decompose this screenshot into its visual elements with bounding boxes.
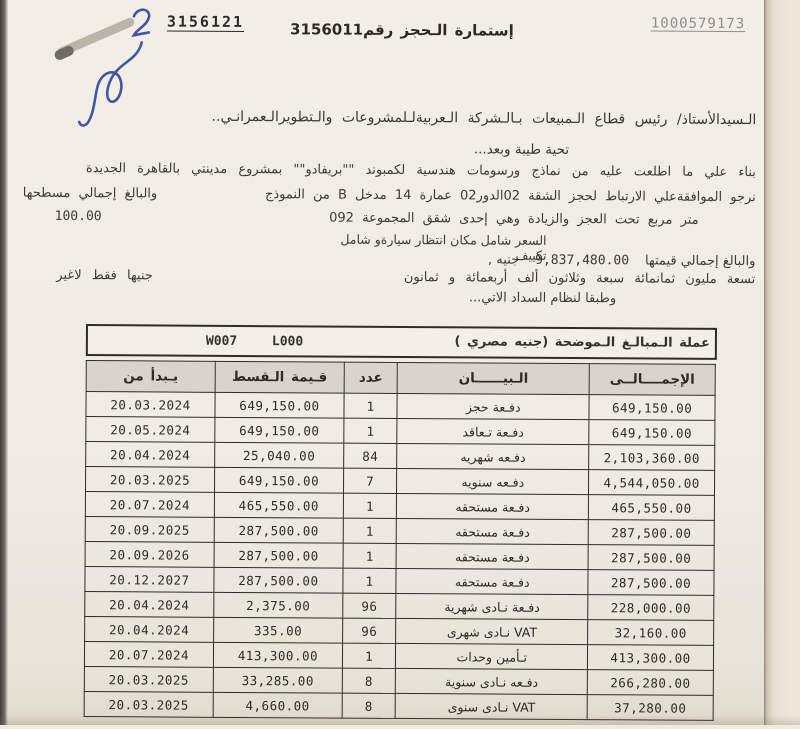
cell-installment: 649,150.00 (215, 392, 344, 418)
cell-description: دفـعة مستحقه (396, 543, 588, 569)
area-value: 100.00 (54, 208, 102, 225)
cell-description: دفـعه شهريه (397, 443, 589, 469)
cell-description: VAT نـادى شهرى (396, 618, 588, 644)
cell-installment: 25,040.00 (215, 442, 344, 468)
body-line-3 (55, 209, 699, 228)
payment-schedule-table (84, 360, 716, 721)
cell-start-date: 20.03.2024 (86, 392, 215, 418)
cell-start-date: 20.03.2025 (85, 467, 214, 493)
cell-installment: 649,150.00 (214, 467, 343, 493)
cell-description: دفـعة تـعاقد (397, 418, 589, 444)
table-row (85, 592, 714, 621)
pen-digit-2 (134, 10, 149, 36)
cell-installment: 335.00 (214, 617, 343, 643)
body-line-1: بناء علي ما اطلعت عليه من نماذج ورسومات هندسية لكمبوند ""بريفادو"" بمشروع مدينتي بالقاهرة الجديدة (85, 161, 757, 181)
table-row (85, 542, 714, 571)
cell-start-date: 20.04.2024 (86, 442, 215, 468)
header-installment: قـيمة الـقسط (215, 361, 344, 393)
cell-total: 4,544,050.00 (589, 470, 715, 496)
amount-words-suffix: جنيها فقط لاغير (56, 267, 153, 284)
cell-total: 228,000.00 (588, 595, 714, 621)
cell-total: 287,500.00 (588, 520, 714, 546)
cell-description: دفـعة مستحقه (397, 493, 589, 519)
table-row (85, 492, 714, 521)
table-row (85, 517, 714, 546)
body-line-3-right: متر مربع تحت العجز والزيادة وهي إحدى شقق المجموعة 092 (329, 210, 699, 228)
table-header-row (86, 361, 715, 396)
cell-total: 465,550.00 (589, 495, 715, 521)
cell-count: 1 (343, 543, 397, 568)
cell-description: دفـعه نـادى سنوية (396, 668, 588, 694)
scan-bottom-shadow (0, 715, 800, 725)
scan-reference-number: 1000579173 (650, 15, 746, 33)
cell-total: 2,103,360.00 (589, 445, 715, 471)
pencil-tip (60, 51, 69, 55)
cell-start-date: 20.04.2024 (85, 617, 214, 643)
cell-start-date: 20.03.2025 (84, 692, 213, 718)
table-row (85, 467, 714, 496)
table-row (86, 392, 715, 421)
cell-count: 1 (344, 393, 398, 418)
cell-start-date: 20.03.2025 (84, 667, 213, 693)
table-row (84, 642, 713, 671)
cell-count: 1 (342, 643, 396, 668)
cell-description: دفـعة نـادى شهرية (396, 593, 588, 619)
salutation-line: الـسيدالأستاذ/ رئيس قطاع الـمبيعات بـالـشركة الـعربيةلـلمشروعات والـتطويرالـعمرانـي.. (211, 108, 757, 129)
cell-start-date: 20.07.2024 (84, 642, 213, 668)
code-w007: W007 (205, 333, 238, 349)
cell-installment: 287,500.00 (214, 517, 343, 543)
table-row (85, 567, 714, 596)
header-total: الإجمــــالــى (589, 364, 715, 396)
amount-in-words-line (56, 268, 755, 287)
currency-note: عملة الـمبالـغ الـموضحة (جنيه مصري ) (454, 334, 710, 351)
cell-count: 96 (343, 593, 397, 618)
cell-count: 1 (344, 418, 398, 443)
total-price-value: 9,837,480.00 (535, 252, 630, 269)
cell-start-date: 20.07.2024 (85, 492, 214, 518)
handwritten-annotation (51, 0, 177, 166)
cell-count: 1 (343, 493, 397, 518)
header-start-date: يـبدأ من (86, 361, 215, 393)
cell-description: دفـعة حجز (397, 393, 589, 419)
header-count: عدد (344, 362, 398, 393)
cell-installment: 649,150.00 (215, 417, 344, 443)
cell-start-date: 20.12.2027 (85, 567, 214, 593)
cell-start-date: 20.09.2026 (85, 542, 214, 568)
cell-count: 7 (343, 468, 397, 493)
cell-count: 1 (343, 568, 397, 593)
cell-installment: 465,550.00 (214, 492, 343, 518)
table-row (84, 667, 713, 696)
cell-total: 37,280.00 (587, 695, 713, 721)
total-price-label: والبالغ إجمالي قيمتها (645, 253, 756, 270)
cell-description: دفـعة مستحقه (396, 568, 588, 594)
cell-installment: 2,375.00 (214, 592, 343, 618)
cell-total: 266,280.00 (587, 670, 713, 696)
cell-start-date: 20.04.2024 (85, 592, 214, 618)
cell-total: 649,150.00 (589, 420, 715, 446)
table-row (86, 442, 715, 471)
cell-installment: 4,660.00 (213, 692, 342, 718)
cell-count: 8 (342, 693, 396, 718)
amount-words: تسعة مليون ثمانمائة سبعة وثلاثون ألف أربعمائة و ثمانون (403, 269, 756, 288)
table-row (85, 617, 714, 646)
scan-right-edge (764, 0, 800, 725)
body-line-2 (23, 186, 756, 205)
cell-total: 287,500.00 (588, 545, 714, 571)
header-description: الـبيــــــان (397, 362, 589, 394)
cell-description: دفـعه سنويه (397, 468, 589, 494)
cell-count: 84 (344, 443, 398, 468)
cell-count: 1 (343, 518, 397, 543)
currency-strip (86, 324, 717, 360)
cell-installment: 287,500.00 (214, 567, 343, 593)
total-price-currency: جنيه , (487, 252, 520, 268)
total-price-line (478, 252, 755, 269)
cell-total: 32,160.00 (588, 620, 714, 646)
code-l000: L000 (271, 334, 304, 350)
cell-count: 96 (342, 618, 396, 643)
cell-total: 649,150.00 (589, 395, 715, 421)
body-line-2-left: والبالغ إجمالي مسطحها (22, 185, 158, 202)
cell-installment: 287,500.00 (214, 542, 343, 568)
table-row (86, 417, 715, 446)
cell-total: 413,300.00 (588, 645, 714, 671)
scan-left-edge (0, 0, 8, 725)
cell-total: 287,500.00 (588, 570, 714, 596)
greeting-line: تحية طيبة وبعد... (473, 141, 570, 158)
booking-reference-number: 3156121 (166, 12, 245, 32)
cell-description: دفـعة مستحقه (397, 518, 589, 544)
cell-start-date: 20.09.2025 (85, 517, 214, 543)
cell-description: تـأمين وحدات (396, 643, 588, 669)
pen-letter-sad (79, 42, 142, 126)
closing-line: وطبقا لنظام السداد الاتي... (468, 290, 617, 307)
cell-installment: 413,300.00 (213, 642, 342, 668)
cell-installment: 33,285.00 (213, 667, 342, 693)
document-title: إستمارة الـحجز رقم3156011 (289, 20, 514, 40)
cell-start-date: 20.05.2024 (86, 417, 215, 443)
cell-count: 8 (342, 668, 396, 693)
body-line-2-right: نرجو الموافقةعلي الارتباط لحجز الشقة 02الدور02 عمارة 14 مدخل B من النموذج (264, 187, 756, 206)
cell-description: VAT نـادى سنوى (395, 693, 587, 719)
price-note-line: السعر شامل مكان انتظار سيارةو شامل تكييف (340, 231, 547, 263)
